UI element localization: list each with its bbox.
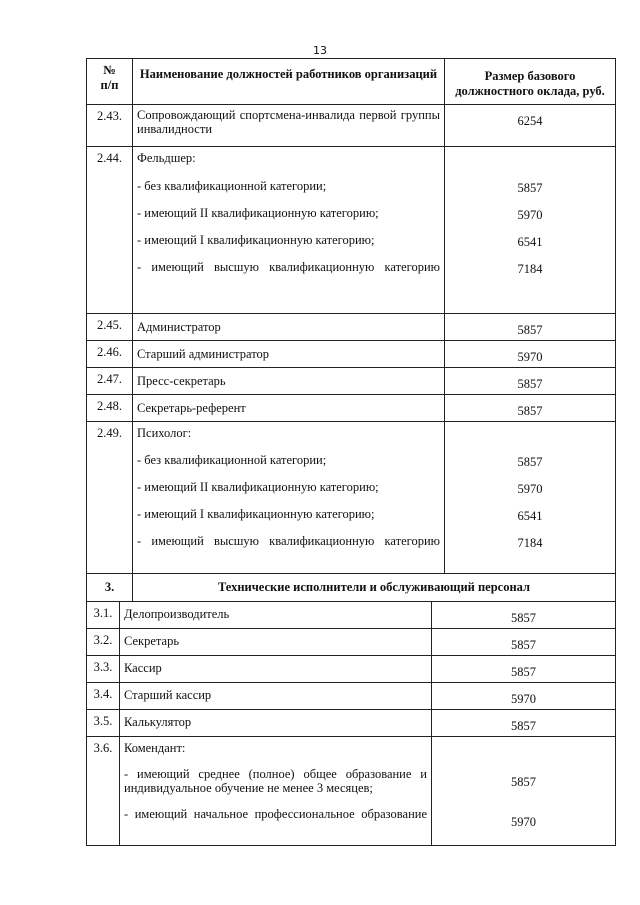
- group-item-label: - имеющий высшую квалификационную категорию: [137, 260, 440, 274]
- row-name: Кассир: [120, 656, 432, 682]
- group-item-value: 5970: [511, 815, 536, 829]
- row-value: 5857: [517, 377, 543, 391]
- group-item-label: - без квалификационной категории;: [137, 179, 327, 193]
- row-name: [133, 147, 445, 313]
- row-num: 2.44.: [87, 147, 133, 313]
- row-value: 5970: [511, 692, 536, 706]
- group-item-label: - имеющий высшую квалификационную категорию: [137, 534, 440, 548]
- row-values: [445, 422, 615, 573]
- row-num: 3.3.: [87, 656, 120, 682]
- table-row: [87, 105, 615, 147]
- row-num: 3.2.: [87, 629, 120, 655]
- table-row: [87, 314, 615, 341]
- group-item-label: - имеющий II квалификационную категорию;: [137, 480, 379, 494]
- section-title: Технические исполнители и обслуживающий персонал: [217, 580, 531, 594]
- row-values: [432, 737, 615, 845]
- group-item-label: - имеющий начальное профессиональное образование: [124, 807, 427, 821]
- group-item-label: - имеющий I квалификационную категорию;: [137, 233, 375, 247]
- group-item-value: 5857: [517, 181, 543, 195]
- group-item-value: 5857: [511, 775, 536, 789]
- row-name: Секретарь-референт: [133, 395, 445, 421]
- row-name: Старший кассир: [120, 683, 432, 709]
- group-title: Психолог:: [137, 426, 192, 440]
- group-item-label: - имеющий среднее (полное) общее образование и индивидуальное обучение не менее 3 месяцев;: [124, 767, 427, 796]
- row-value: 5857: [517, 404, 543, 418]
- group-item-value: 6541: [517, 235, 543, 249]
- group-item-value: 7184: [517, 262, 543, 276]
- page-number: 13: [313, 44, 327, 57]
- row-num: 2.48.: [87, 395, 133, 421]
- row-num: 3.6.: [87, 737, 120, 845]
- group-item-value: 6541: [517, 509, 543, 523]
- row-num: 3.1.: [87, 602, 120, 628]
- group-item-label: - имеющий II квалификационную категорию;: [137, 206, 379, 220]
- table-header: [87, 59, 615, 105]
- row-name: [133, 422, 445, 573]
- row-num: 2.43.: [87, 105, 133, 146]
- row-name: Сопровождающий спортсмена-инвалида первой группы инвалидности: [133, 105, 445, 146]
- row-num: 2.45.: [87, 314, 133, 340]
- table-row-group: [87, 737, 615, 845]
- row-value: 5857: [511, 611, 536, 625]
- group-item-value: 5970: [517, 208, 543, 222]
- section-header: [87, 574, 615, 602]
- row-name: Администратор: [133, 314, 445, 340]
- row-num: 3.4.: [87, 683, 120, 709]
- table-row: [87, 395, 615, 422]
- table-row: [87, 656, 615, 683]
- row-value: 6254: [517, 114, 543, 128]
- header-salary: Размер базового должностного оклада, руб.: [455, 69, 605, 98]
- table-row: [87, 629, 615, 656]
- group-item-value: 5970: [517, 482, 543, 496]
- row-name: Секретарь: [120, 629, 432, 655]
- header-num: № п/п: [87, 59, 133, 104]
- table-row-group: [87, 147, 615, 314]
- table-row-group: [87, 422, 615, 574]
- row-num: 3.5.: [87, 710, 120, 736]
- row-num: 2.46.: [87, 341, 133, 367]
- group-title: Фельдшер:: [137, 151, 196, 165]
- group-item-value: 5857: [517, 455, 543, 469]
- group-item-value: 7184: [517, 536, 543, 550]
- row-value: 5857: [511, 665, 536, 679]
- table-row: [87, 602, 615, 629]
- section-num: 3.: [87, 574, 133, 601]
- table-row: [87, 683, 615, 710]
- row-name: Калькулятор: [120, 710, 432, 736]
- table-row: [87, 341, 615, 368]
- row-name: Делопроизводитель: [120, 602, 432, 628]
- group-item-label: - без квалификационной категории;: [137, 453, 327, 467]
- row-value: 5857: [517, 323, 543, 337]
- group-item-label: - имеющий I квалификационную категорию;: [137, 507, 375, 521]
- row-num: 2.47.: [87, 368, 133, 394]
- row-value: 5857: [511, 638, 536, 652]
- group-title: Комендант:: [124, 741, 186, 755]
- header-name: Наименование должностей работников организаций: [133, 59, 445, 104]
- table-row: [87, 368, 615, 395]
- row-name: Пресс-секретарь: [133, 368, 445, 394]
- salary-table: [86, 58, 616, 846]
- row-name: Старший администратор: [133, 341, 445, 367]
- row-values: [445, 147, 615, 313]
- row-name: [120, 737, 432, 845]
- table-row: [87, 710, 615, 737]
- row-num: 2.49.: [87, 422, 133, 573]
- row-value: 5970: [517, 350, 543, 364]
- row-value: 5857: [511, 719, 536, 733]
